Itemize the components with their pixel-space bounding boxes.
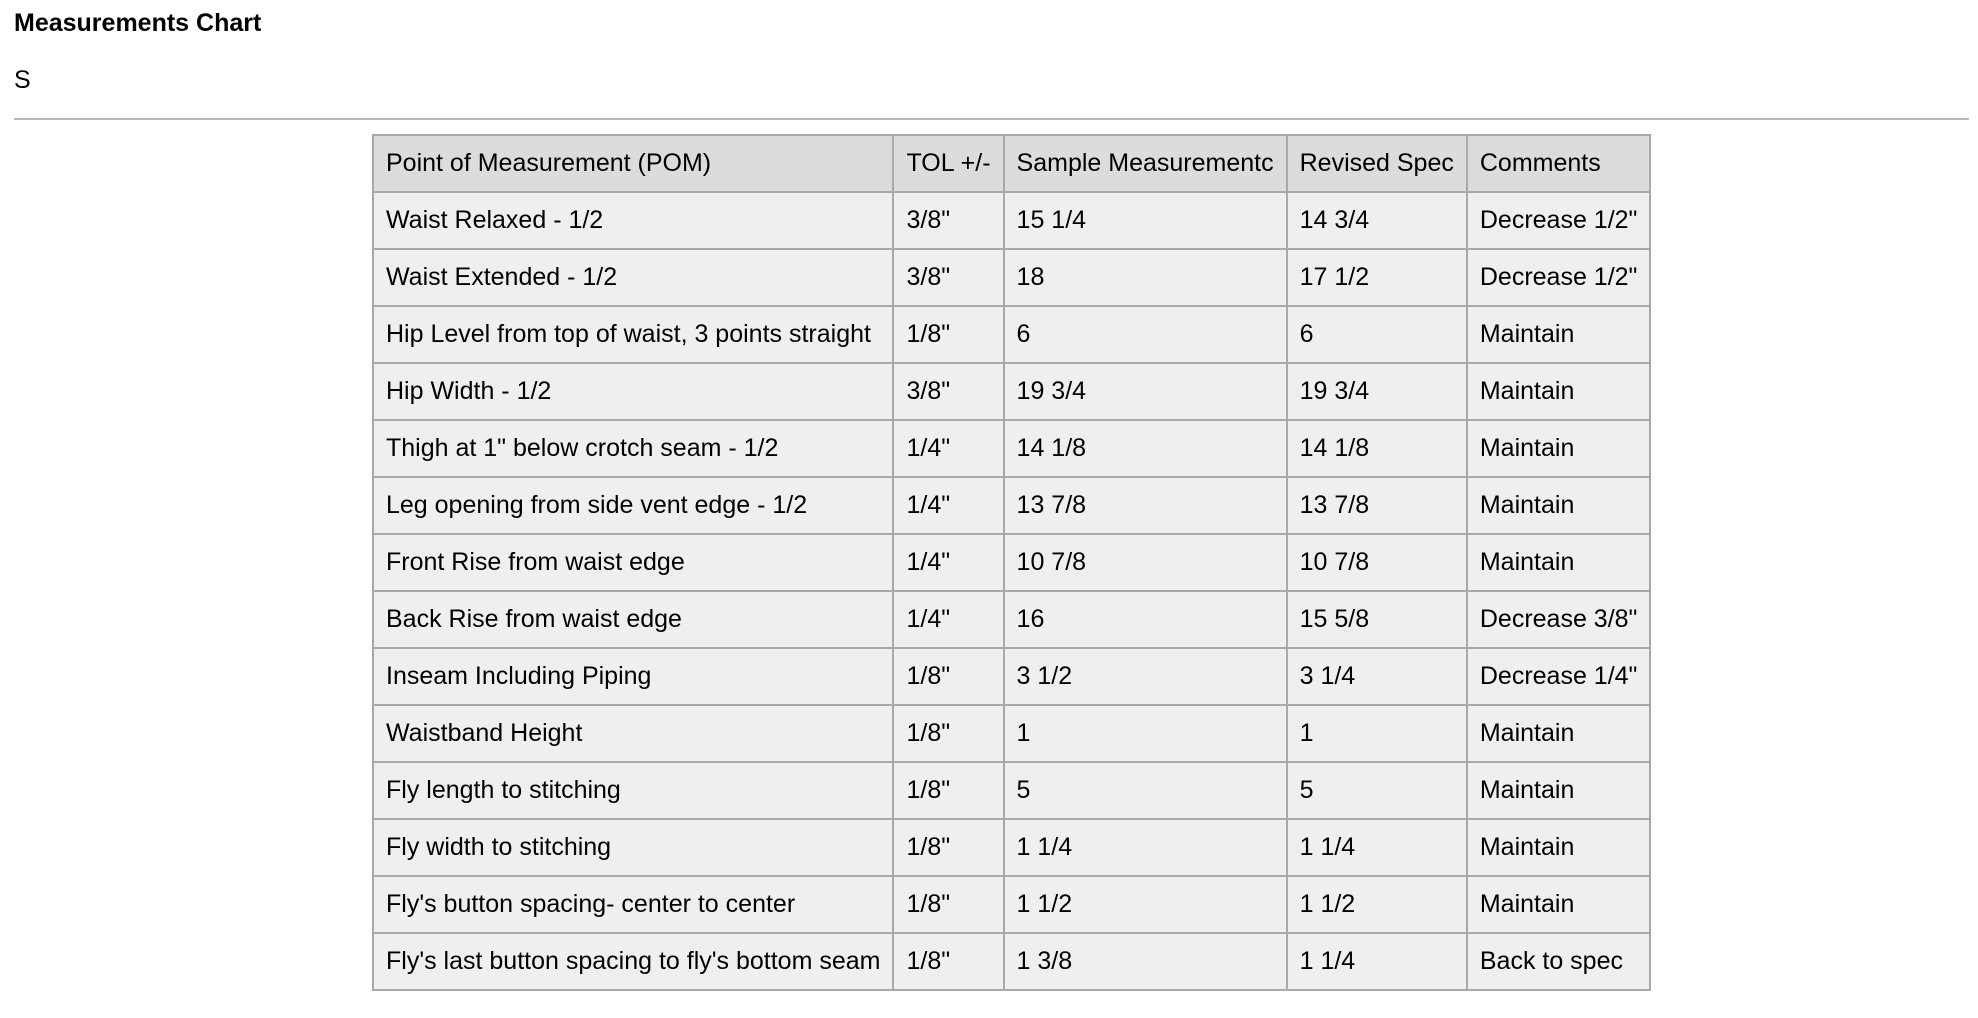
- cell-revised-spec: 5: [1287, 762, 1467, 819]
- cell-pom: Fly length to stitching: [373, 762, 893, 819]
- header-cell-sample-measurement: Sample Measurementc: [1004, 135, 1287, 192]
- table-row: [373, 363, 1650, 420]
- divider: [14, 118, 1969, 120]
- cell-tolerance: 1/4": [893, 534, 1003, 591]
- table-row: [373, 933, 1650, 990]
- header-cell-revised-spec: Revised Spec: [1287, 135, 1467, 192]
- table-body: [373, 192, 1650, 990]
- table-row: [373, 762, 1650, 819]
- cell-revised-spec: 15 5/8: [1287, 591, 1467, 648]
- cell-sample-measurement: 18: [1004, 249, 1287, 306]
- cell-pom: Hip Level from top of waist, 3 points straight: [373, 306, 893, 363]
- cell-revised-spec: 3 1/4: [1287, 648, 1467, 705]
- cell-revised-spec: 19 3/4: [1287, 363, 1467, 420]
- cell-pom: Waistband Height: [373, 705, 893, 762]
- table-row: [373, 249, 1650, 306]
- cell-comments: Decrease 3/8": [1467, 591, 1651, 648]
- cell-comments: Maintain: [1467, 363, 1651, 420]
- cell-sample-measurement: 6: [1004, 306, 1287, 363]
- cell-revised-spec: 17 1/2: [1287, 249, 1467, 306]
- table-row: [373, 306, 1650, 363]
- cell-tolerance: 1/8": [893, 876, 1003, 933]
- cell-pom: Fly's button spacing- center to center: [373, 876, 893, 933]
- cell-comments: Back to spec: [1467, 933, 1651, 990]
- cell-comments: Maintain: [1467, 477, 1651, 534]
- table-row: [373, 876, 1650, 933]
- cell-revised-spec: 1 1/4: [1287, 933, 1467, 990]
- cell-comments: Maintain: [1467, 534, 1651, 591]
- cell-revised-spec: 10 7/8: [1287, 534, 1467, 591]
- cell-comments: Decrease 1/2": [1467, 249, 1651, 306]
- cell-sample-measurement: 13 7/8: [1004, 477, 1287, 534]
- cell-comments: Maintain: [1467, 705, 1651, 762]
- table-row: [373, 591, 1650, 648]
- cell-tolerance: 1/8": [893, 933, 1003, 990]
- measurements-table-container: [372, 134, 1651, 991]
- table-row: [373, 477, 1650, 534]
- cell-tolerance: 3/8": [893, 363, 1003, 420]
- table-row: [373, 192, 1650, 249]
- cell-tolerance: 1/4": [893, 591, 1003, 648]
- table-row: [373, 534, 1650, 591]
- cell-sample-measurement: 1 3/8: [1004, 933, 1287, 990]
- cell-sample-measurement: 14 1/8: [1004, 420, 1287, 477]
- cell-revised-spec: 6: [1287, 306, 1467, 363]
- cell-tolerance: 1/8": [893, 705, 1003, 762]
- cell-sample-measurement: 1 1/2: [1004, 876, 1287, 933]
- cell-revised-spec: 1 1/4: [1287, 819, 1467, 876]
- cell-pom: Waist Relaxed - 1/2: [373, 192, 893, 249]
- cell-tolerance: 1/8": [893, 648, 1003, 705]
- cell-pom: Waist Extended - 1/2: [373, 249, 893, 306]
- cell-pom: Fly's last button spacing to fly's bottom seam: [373, 933, 893, 990]
- header-cell-comments: Comments: [1467, 135, 1651, 192]
- size-label: S: [14, 66, 31, 94]
- cell-pom: Fly width to stitching: [373, 819, 893, 876]
- cell-comments: Maintain: [1467, 420, 1651, 477]
- table-header: [373, 135, 1650, 192]
- cell-comments: Maintain: [1467, 306, 1651, 363]
- header-cell-tolerance: TOL +/-: [893, 135, 1003, 192]
- cell-sample-measurement: 1: [1004, 705, 1287, 762]
- cell-comments: Maintain: [1467, 876, 1651, 933]
- cell-pom: Leg opening from side vent edge - 1/2: [373, 477, 893, 534]
- measurements-table: [372, 134, 1651, 991]
- cell-sample-measurement: 19 3/4: [1004, 363, 1287, 420]
- table-row: [373, 420, 1650, 477]
- cell-pom: Inseam Including Piping: [373, 648, 893, 705]
- cell-tolerance: 1/4": [893, 420, 1003, 477]
- cell-tolerance: 1/8": [893, 306, 1003, 363]
- table-row: [373, 705, 1650, 762]
- cell-comments: Decrease 1/2": [1467, 192, 1651, 249]
- cell-tolerance: 1/8": [893, 762, 1003, 819]
- cell-revised-spec: 14 3/4: [1287, 192, 1467, 249]
- cell-pom: Thigh at 1" below crotch seam - 1/2: [373, 420, 893, 477]
- cell-comments: Decrease 1/4": [1467, 648, 1651, 705]
- cell-revised-spec: 14 1/8: [1287, 420, 1467, 477]
- cell-pom: Front Rise from waist edge: [373, 534, 893, 591]
- cell-sample-measurement: 1 1/4: [1004, 819, 1287, 876]
- cell-comments: Maintain: [1467, 819, 1651, 876]
- table-row: [373, 819, 1650, 876]
- header-cell-pom: Point of Measurement (POM): [373, 135, 893, 192]
- cell-tolerance: 1/8": [893, 819, 1003, 876]
- table-row: [373, 648, 1650, 705]
- cell-sample-measurement: 15 1/4: [1004, 192, 1287, 249]
- cell-pom: Back Rise from waist edge: [373, 591, 893, 648]
- cell-sample-measurement: 3 1/2: [1004, 648, 1287, 705]
- cell-sample-measurement: 16: [1004, 591, 1287, 648]
- cell-revised-spec: 13 7/8: [1287, 477, 1467, 534]
- cell-comments: Maintain: [1467, 762, 1651, 819]
- cell-tolerance: 1/4": [893, 477, 1003, 534]
- cell-tolerance: 3/8": [893, 192, 1003, 249]
- cell-revised-spec: 1: [1287, 705, 1467, 762]
- cell-revised-spec: 1 1/2: [1287, 876, 1467, 933]
- page-title: Measurements Chart: [14, 9, 262, 37]
- cell-sample-measurement: 10 7/8: [1004, 534, 1287, 591]
- cell-pom: Hip Width - 1/2: [373, 363, 893, 420]
- header-row: [373, 135, 1650, 192]
- cell-tolerance: 3/8": [893, 249, 1003, 306]
- cell-sample-measurement: 5: [1004, 762, 1287, 819]
